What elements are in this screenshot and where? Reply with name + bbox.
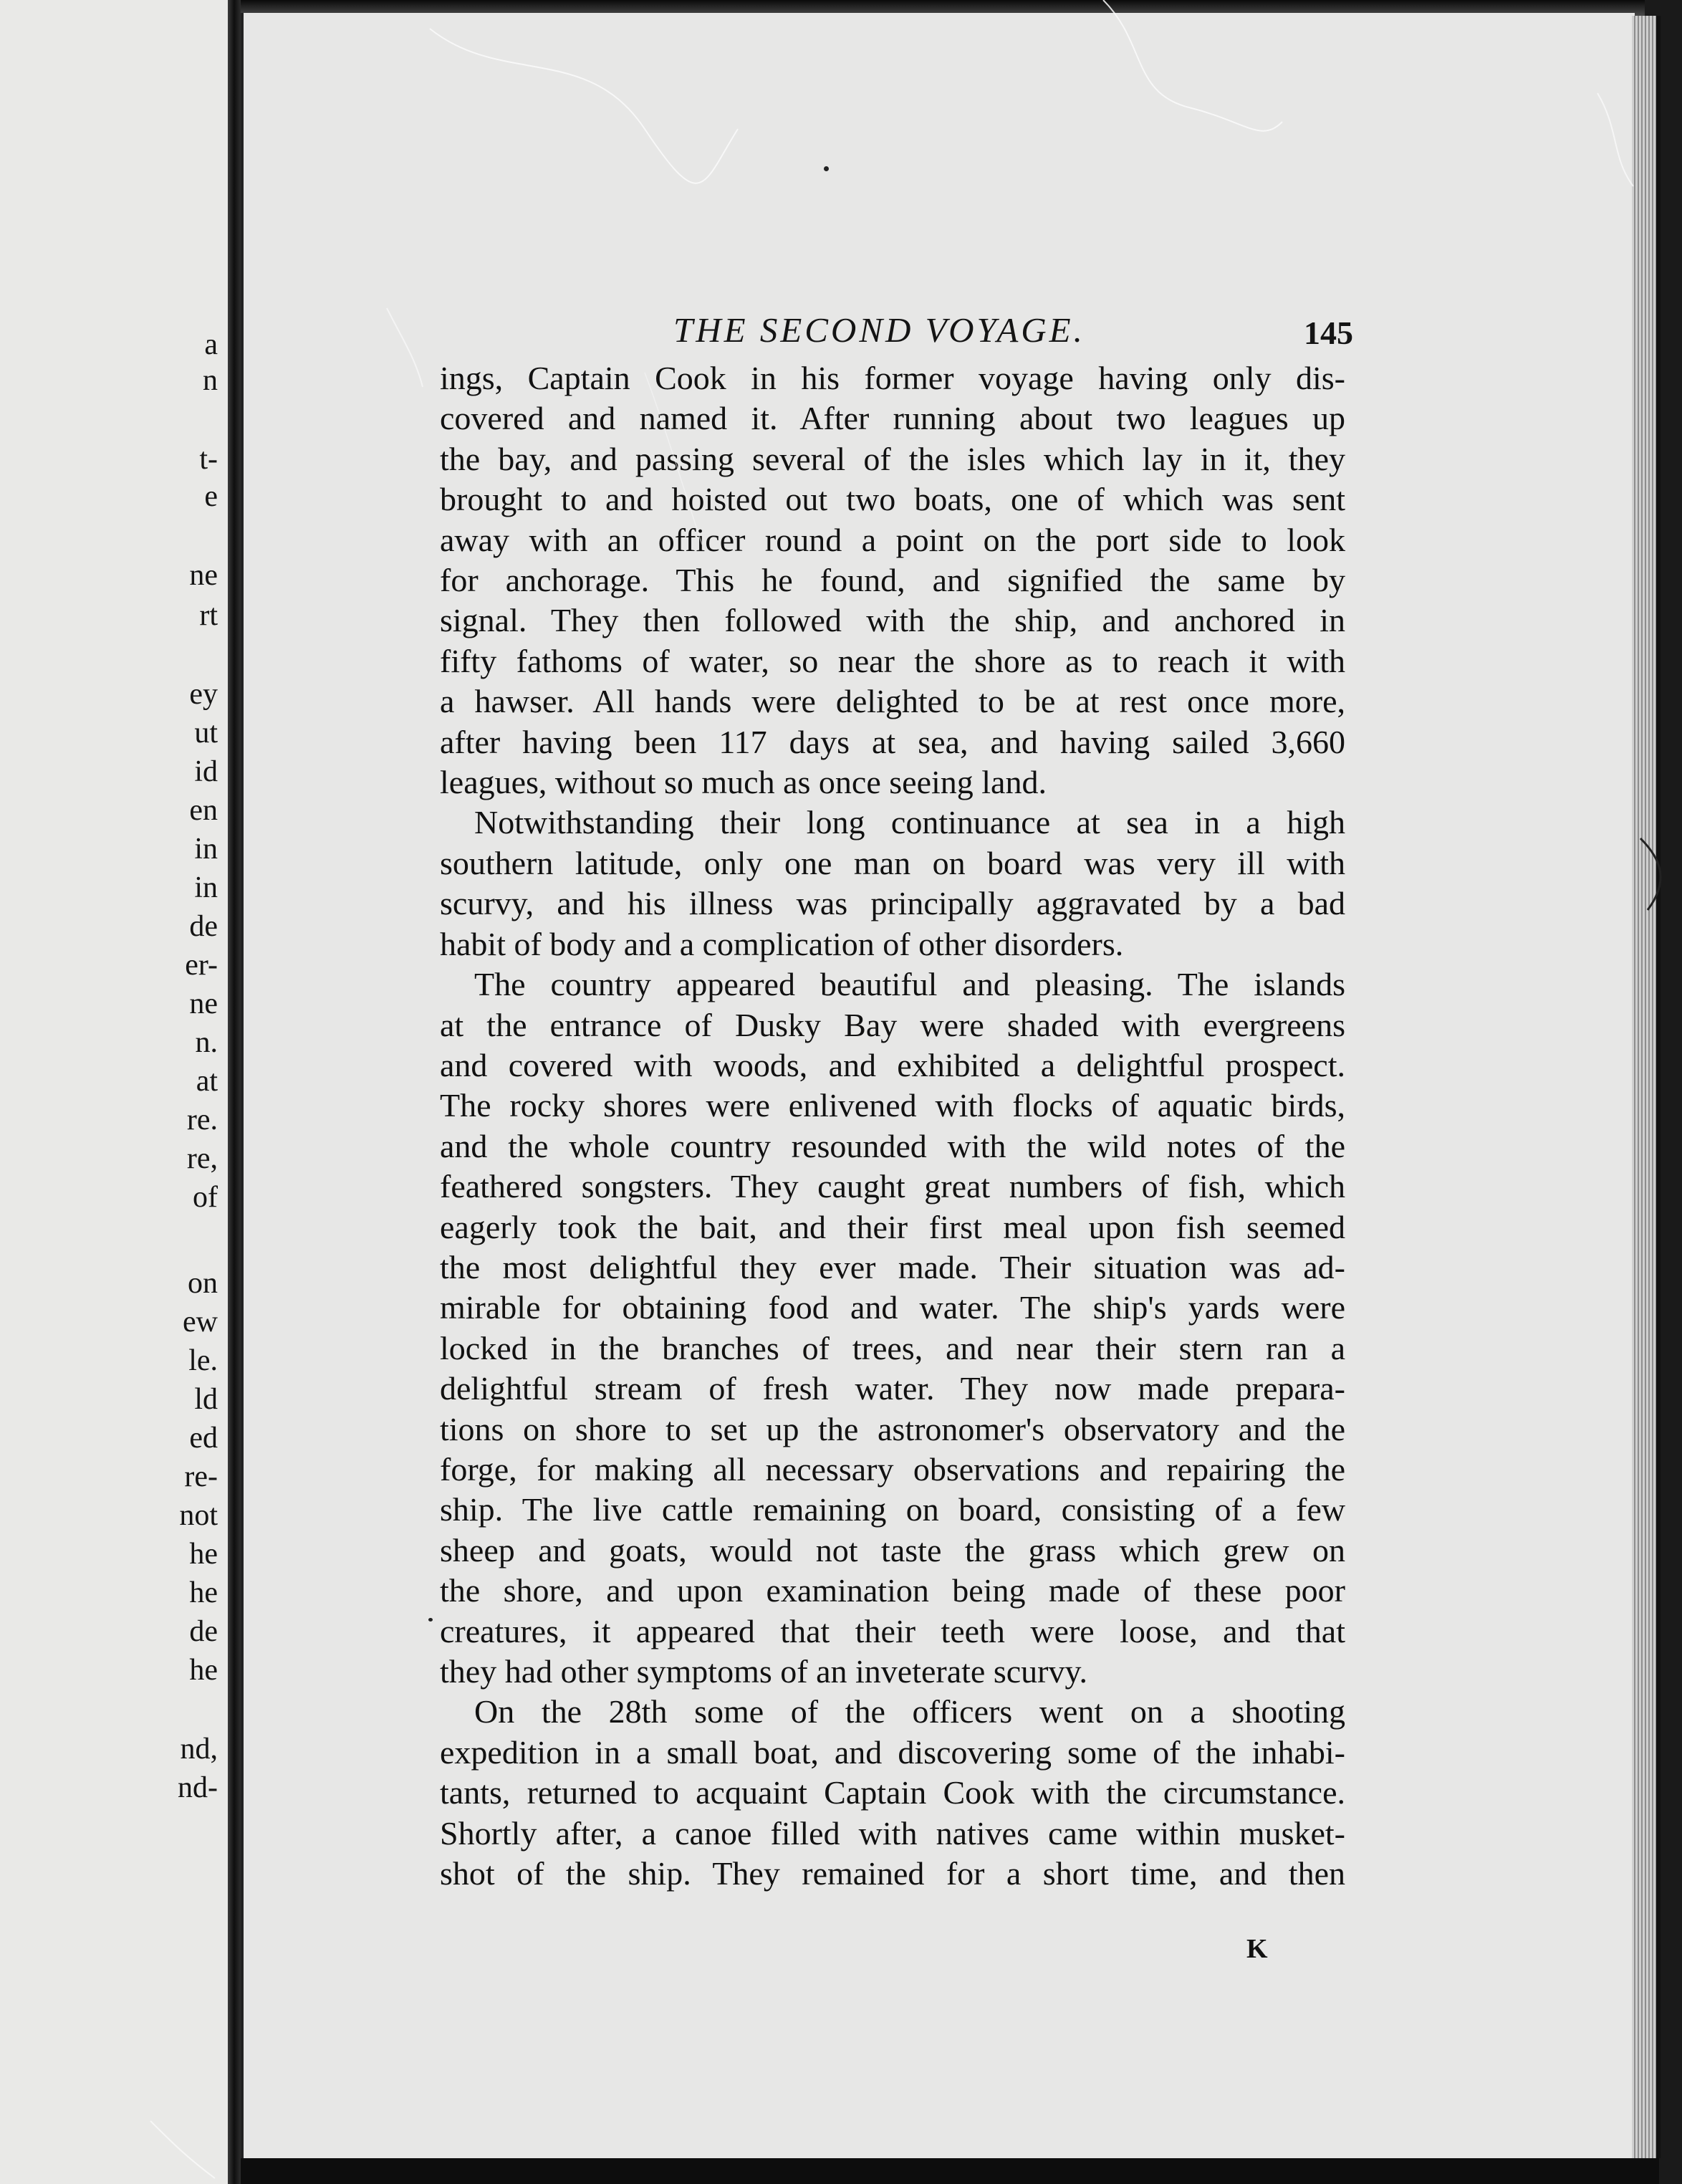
left-page-fragment: ey: [189, 678, 218, 711]
text-line: the shore, and upon examination being made of these poor: [440, 1572, 1345, 1609]
left-page-fragment: n.: [195, 1026, 218, 1059]
text-line: leagues, without so much as once seeing land.: [440, 764, 1047, 801]
left-page-fragment: of: [193, 1181, 218, 1214]
text-line: ings, Captain Cook in his former voyage having only dis-: [440, 360, 1345, 396]
left-page-fragment: t-: [199, 443, 218, 476]
text-line: covered and named it. After running about two leagues up: [440, 400, 1345, 437]
left-page-fragment: re,: [186, 1142, 218, 1175]
text-line: tants, returned to acquaint Captain Cook with the circumstance.: [440, 1774, 1345, 1811]
ink-speck: [824, 166, 829, 171]
left-page-fragment: he: [189, 1576, 218, 1609]
page-number: 145: [1304, 315, 1353, 351]
left-page-fragment: nd-: [178, 1771, 218, 1804]
text-line: brought to and hoisted out two boats, one of which was sent: [440, 481, 1345, 518]
text-line: away with an officer round a point on the port side to look: [440, 521, 1345, 558]
text-line: at the entrance of Dusky Bay were shaded with evergreens: [440, 1006, 1345, 1043]
text-line: sheep and goats, would not taste the grass which grew on: [440, 1531, 1345, 1568]
text-line: habit of body and a complication of other disorders.: [440, 925, 1124, 962]
left-page-fragment: not: [179, 1499, 218, 1532]
text-line: eagerly took the bait, and their first meal upon fish seemed: [440, 1208, 1345, 1245]
text-line: feathered songsters. They caught great numbers of fish, which: [440, 1168, 1345, 1205]
text-line: The country appeared beautiful and pleasing. The islands: [474, 966, 1345, 1003]
left-page-fragment: in: [194, 871, 218, 904]
text-line: the bay, and passing several of the isles which lay in it, they: [440, 440, 1345, 477]
left-page-fragment: nd,: [180, 1733, 218, 1766]
text-line: after having been 117 days at sea, and having sailed 3,660: [440, 723, 1345, 760]
running-head: THE SECOND VOYAGE.: [673, 310, 1085, 350]
left-page-fragment: on: [188, 1267, 218, 1300]
page-edge: [1632, 16, 1661, 2158]
left-page-fragment: in: [194, 833, 218, 866]
text-line: On the 28th some of the officers went on a shooting: [474, 1693, 1345, 1730]
text-line: signal. They then followed with the ship, and anchored in: [440, 602, 1345, 639]
left-page-fragment: ed: [189, 1422, 218, 1455]
bottom-shadow: [241, 2158, 1659, 2184]
signature-mark: K: [1246, 1934, 1268, 1964]
left-page-fragment: re.: [186, 1103, 218, 1136]
ink-speck: [428, 1618, 433, 1622]
left-page-fragment: en: [189, 794, 218, 827]
text-line: for anchorage. This he found, and signified the same by: [440, 562, 1345, 599]
left-page-fragment: he: [189, 1538, 218, 1571]
text-line: The rocky shores were enlivened with flocks of aquatic birds,: [440, 1087, 1345, 1124]
left-page-fragment: de: [189, 910, 218, 943]
left-page-fragment: rt: [199, 599, 218, 632]
text-line: and covered with woods, and exhibited a delightful prospect.: [440, 1046, 1345, 1083]
text-line: delightful stream of fresh water. They now made prepara-: [440, 1370, 1345, 1407]
left-page-fragment: id: [194, 755, 218, 788]
left-page-fragment: e: [204, 480, 218, 513]
text-line: locked in the branches of trees, and near their stern ran a: [440, 1329, 1345, 1366]
text-line: shot of the ship. They remained for a short time, and then: [440, 1855, 1345, 1892]
text-line: forge, for making all necessary observations and repairing the: [440, 1450, 1345, 1488]
left-page-fragment: ne: [189, 987, 218, 1020]
left-page-fragment: ut: [194, 717, 218, 749]
left-page-fragment: ld: [194, 1383, 218, 1416]
text-line: the most delightful they ever made. Their situation was ad-: [440, 1248, 1345, 1285]
left-page-fragment: at: [196, 1065, 218, 1098]
text-line: scurvy, and his illness was principally aggravated by a bad: [440, 885, 1345, 922]
text-line: ship. The live cattle remaining on board, consisting of a few: [440, 1491, 1345, 1528]
left-page: [0, 0, 230, 2184]
text-line: they had other symptoms of an inveterate scurvy.: [440, 1653, 1087, 1690]
left-page-fragment: re-: [184, 1460, 218, 1493]
text-line: and the whole country resounded with the wild notes of the: [440, 1127, 1345, 1164]
left-page-fragment: ew: [183, 1306, 218, 1338]
left-page-fragment: er-: [185, 949, 218, 982]
text-line: Shortly after, a canoe filled with natives came within musket-: [440, 1814, 1345, 1852]
text-line: expedition in a small boat, and discovering some of the inhabi-: [440, 1733, 1345, 1771]
left-page-fragment: de: [189, 1615, 218, 1648]
left-page-fragment: ne: [189, 559, 218, 592]
text-line: tions on shore to set up the astronomer's observatory and the: [440, 1410, 1345, 1447]
text-line: creatures, it appeared that their teeth were loose, and that: [440, 1612, 1345, 1649]
text-line: mirable for obtaining food and water. The ship's yards were: [440, 1289, 1345, 1326]
text-line: southern latitude, only one man on board was very ill with: [440, 844, 1345, 881]
text-line: Notwithstanding their long continuance at sea in a high: [474, 804, 1345, 841]
left-page-fragment: a: [204, 328, 218, 361]
book-gutter: [228, 0, 241, 2184]
left-page-fragment: he: [189, 1654, 218, 1687]
left-page-fragment: n: [203, 364, 218, 397]
text-line: fifty fathoms of water, so near the shore as to reach it with: [440, 642, 1345, 679]
body-text: [440, 358, 1345, 1894]
left-page-fragment: le.: [188, 1344, 218, 1377]
text-line: a hawser. All hands were delighted to be at rest once more,: [440, 683, 1345, 720]
